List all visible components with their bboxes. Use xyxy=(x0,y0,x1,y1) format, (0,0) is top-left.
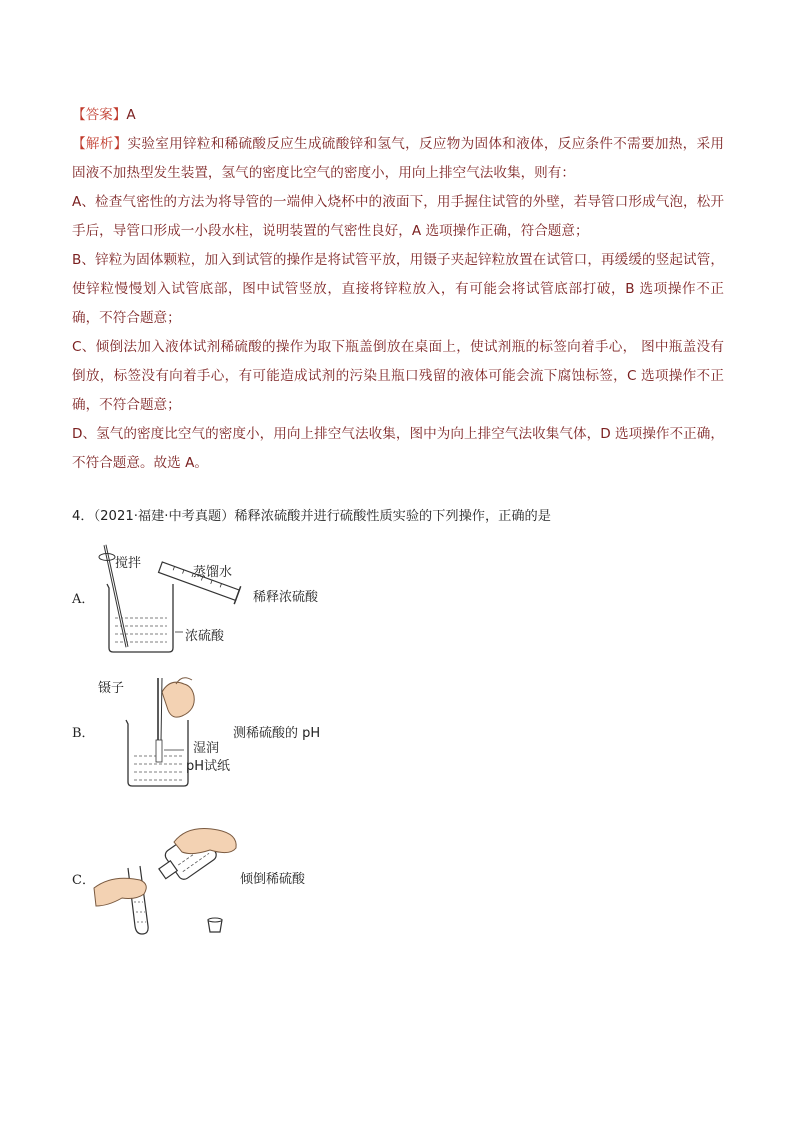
answer-analysis-section xyxy=(72,101,724,478)
analysis-intro xyxy=(72,130,724,188)
analysis-option-b: B、锌粒为固体颗粒，加入到试管的操作是将试管平放，用镊子夹起锌粒放置在试管口，再缓缓的竖起试管，使锌粒慢慢划入试管底部，图中试管竖放，直接将锌粒放入，有可能会将试管底部打破，B 选项操作不正确，不符合题意； xyxy=(72,252,724,326)
question-stem: 4．（2021·福建·中考真题）稀释浓硫酸并进行硫酸性质实验的下列操作，正确的是 xyxy=(72,509,551,524)
analysis-option-a: A、检查气密性的方法为将导管的一端伸入烧杯中的液面下，用手握住试管的外壁，若导管口形成气泡，松开手后，导管口形成一小段水柱，说明装置的气密性良好，A 选项操作正确，符合题意； xyxy=(72,194,724,239)
answer-tag: 【答案】 xyxy=(72,107,127,123)
label-ph-paper: pH试纸 xyxy=(186,759,231,774)
label-concentrated-acid: 浓硫酸 xyxy=(185,629,225,644)
option-b-action: 测稀硫酸的 pH xyxy=(233,726,321,741)
label-distilled-water: 蒸馏水 xyxy=(193,565,233,580)
pouring-illustration xyxy=(92,822,242,940)
option-a-action: 稀释浓硫酸 xyxy=(253,590,319,605)
label-moist: 湿润 xyxy=(193,741,220,756)
analysis-option-c: C、倾倒法加入液体试剂稀硫酸的操作为取下瓶盖倒放在桌面上，使试剂瓶的标签向着手心， 图中瓶盖没有倒放，标签没有向着手心，有可能造成试剂的污染且瓶口残留的液体可能会流下腐蚀标签，C 选项操作不正确，不符合题意； xyxy=(72,339,724,413)
analysis-intro-text: 实验室用锌粒和稀硫酸反应生成硫酸锌和氢气，反应物为固体和液体，反应条件不需要加热，采用固液不加热型发生装置，氢气的密度比空气的密度小，用向上排空气法收集，则有： xyxy=(72,136,724,181)
option-c-letter: C． xyxy=(72,873,95,888)
label-tweezers: 镊子 xyxy=(98,681,125,696)
answer-line xyxy=(72,101,724,130)
option-c-action: 倾倒稀硫酸 xyxy=(240,872,306,887)
analysis-option-d: D、氢气的密度比空气的密度小，用向上排空气法收集，图中为向上排空气法收集气体，D 选项操作不正确，不符合题意。故选 A。 xyxy=(72,426,724,471)
option-a-letter: A． xyxy=(72,592,95,607)
label-stir: 搅拌 xyxy=(115,556,142,571)
answer-value: A xyxy=(126,107,136,123)
analysis-tag: 【解析】 xyxy=(72,136,128,152)
option-b-letter: B． xyxy=(72,726,95,741)
